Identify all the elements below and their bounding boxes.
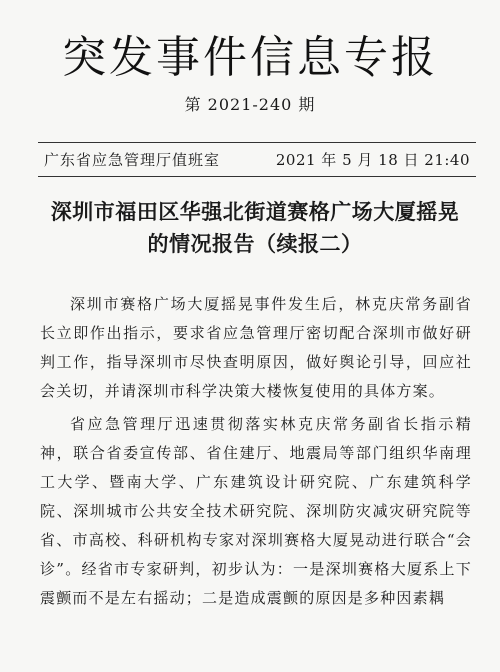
top-divider xyxy=(38,142,476,143)
body-paragraph-2: 省应急管理厅迅速贯彻落实林克庆常务副省长指示精神，联合省委宣传部、省住建厅、地震局等部门组织华南理工大学、暨南大学、广东建筑设计研究院、广东建筑科学院、深圳城市公共安全技术研究院、深圳防灾减灾研究院等省、市高校、科研机构专家对深圳赛格大厦晃动进行联合“会诊”。经省市专家研判，初步认为：一是深圳赛格大厦系上下震颤而不是左右摇动；二是造成震颤的原因是多种因素耦 xyxy=(40,415,472,607)
issue-number: 第 2021-240 期 xyxy=(184,95,316,114)
document-title: 突发事件信息专报 xyxy=(62,32,438,83)
meta-row xyxy=(44,147,470,171)
body-paragraph-1: 深圳市赛格广场大厦摇晃事件发生后，林克庆常务副省长立即作出指示，要求省应急管理厅密切配合深圳市做好研判工作，指导深圳市尽快查明原因，做好舆论引导，回应社会关切，并请深圳市科学决策大楼恢复使用的具体方案。 xyxy=(40,295,472,400)
report-body xyxy=(40,290,472,613)
headline-line-2: 的情况报告（续报二） xyxy=(147,232,363,256)
bottom-divider xyxy=(38,176,476,177)
issuing-office: 广东省应急管理厅值班室 xyxy=(44,150,221,169)
issue-timestamp: 2021 年 5 月 18 日 21:40 xyxy=(275,150,470,169)
report-headline xyxy=(40,196,470,260)
headline-line-1: 深圳市福田区华强北街道赛格广场大厦摇晃 xyxy=(50,200,460,224)
